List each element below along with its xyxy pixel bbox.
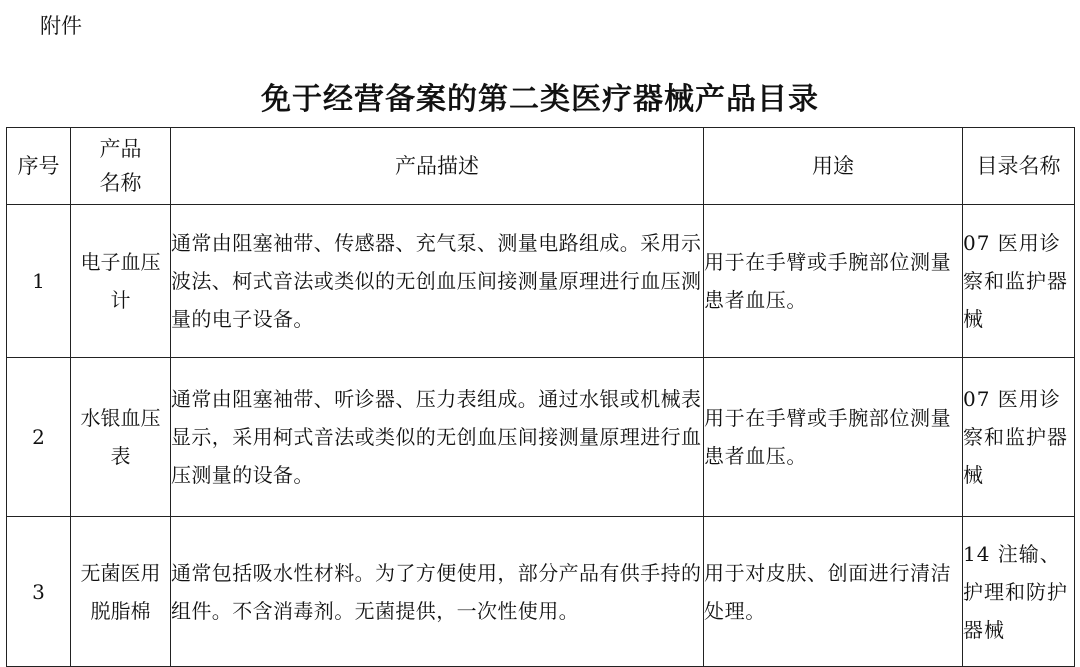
table-row <box>7 517 1075 667</box>
header-description: 产品描述 <box>171 128 704 205</box>
table-header-row <box>7 128 1075 205</box>
document-title: 免于经营备案的第二类医疗器械产品目录 <box>261 82 819 117</box>
row-number: 3 <box>7 517 71 667</box>
header-name: 产品名称 <box>71 128 171 205</box>
header-catalog: 目录名称 <box>963 128 1075 205</box>
product-usage: 用于在手臂或手腕部位测量患者血压。 <box>704 358 963 517</box>
table-row <box>7 205 1075 358</box>
product-name: 无菌医用脱脂棉 <box>71 517 171 667</box>
row-number: 2 <box>7 358 71 517</box>
product-name: 水银血压表 <box>71 358 171 517</box>
product-description: 通常由阻塞袖带、传感器、充气泵、测量电路组成。采用示波法、柯式音法或类似的无创血压间接测量原理进行血压测量的电子设备。 <box>171 205 704 358</box>
header-usage: 用途 <box>704 128 963 205</box>
product-catalog-table <box>6 127 1075 667</box>
catalog-name: 07 医用诊察和监护器械 <box>963 358 1075 517</box>
product-name: 电子血压计 <box>71 205 171 358</box>
product-usage: 用于对皮肤、创面进行清洁处理。 <box>704 517 963 667</box>
catalog-name: 07 医用诊察和监护器械 <box>963 205 1075 358</box>
attachment-label: 附件 <box>40 14 82 38</box>
product-description: 通常包括吸水性材料。为了方便使用，部分产品有供手持的组件。不含消毒剂。无菌提供，一次性使用。 <box>171 517 704 667</box>
header-no: 序号 <box>7 128 71 205</box>
product-usage: 用于在手臂或手腕部位测量患者血压。 <box>704 205 963 358</box>
row-number: 1 <box>7 205 71 358</box>
table-row <box>7 358 1075 517</box>
catalog-name: 14 注输、护理和防护器械 <box>963 517 1075 667</box>
product-description: 通常由阻塞袖带、听诊器、压力表组成。通过水银或机械表显示，采用柯式音法或类似的无创血压间接测量原理进行血压测量的设备。 <box>171 358 704 517</box>
